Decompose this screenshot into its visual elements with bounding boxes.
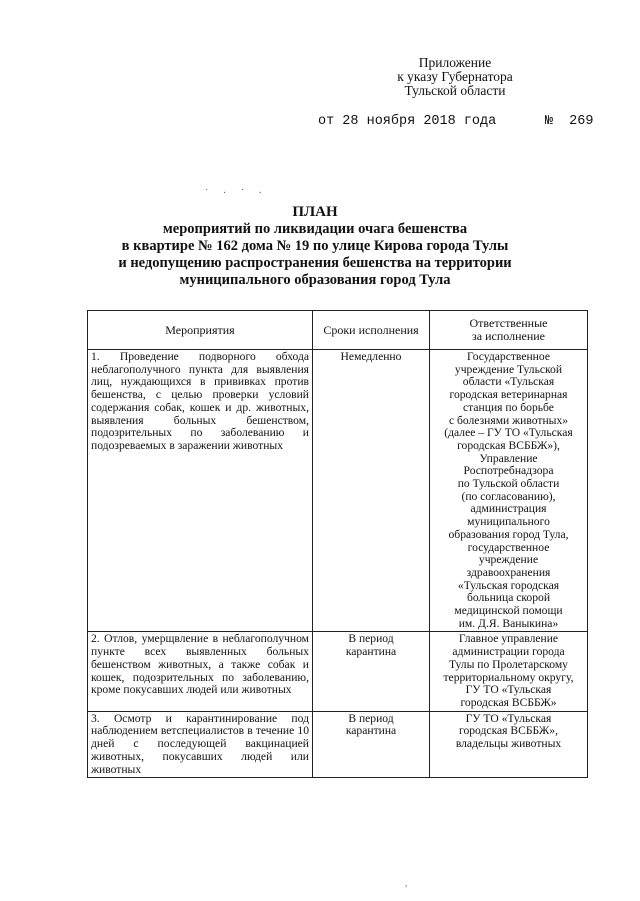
scan-mark: ,	[405, 878, 408, 888]
responsible-line: больница скорой	[466, 591, 551, 605]
responsible-line: образования город Тула,	[448, 527, 569, 541]
plan-table	[87, 310, 588, 778]
responsible-line: Тулы по Пролетарскому	[449, 657, 568, 671]
plan-subtitle-line: мероприятий по ликвидации очага бешенства	[162, 221, 468, 237]
responsible-line: Главное управление	[458, 632, 559, 646]
table-row	[88, 350, 588, 632]
appendix-line: к указу Губернатора	[397, 69, 513, 84]
responsible-line: ГУ ТО «Тульская	[465, 711, 552, 725]
table-header-row	[88, 311, 588, 350]
order-date-number: от 28 ноября 2018 года № 269	[318, 114, 594, 129]
plan-subtitle-line: и недопущению распространения бешенства на территории	[118, 255, 512, 271]
responsible-line: здравоохранения	[466, 565, 551, 579]
deadline-cell: Немедленно	[313, 350, 430, 632]
deadline-cell: В период карантина	[313, 632, 430, 711]
plan-subtitle-line: муниципального образования город Тула	[179, 272, 451, 288]
header-activities: Мероприятия	[88, 311, 313, 350]
header-deadlines: Сроки исполнения	[313, 311, 430, 350]
plan-heading: ПЛАН	[292, 204, 338, 220]
responsible-line: (по согласованию),	[461, 489, 556, 503]
responsible-line: городская ветеринарная	[449, 388, 568, 402]
appendix-line: Приложение	[418, 55, 492, 70]
responsible-line: «Тульская городская	[457, 578, 560, 592]
header-responsible: Ответственные за исполнение	[430, 311, 588, 350]
deadline-cell: В период карантина	[313, 711, 430, 778]
responsible-line: им. Д.Я. Ваныкина»	[458, 616, 559, 630]
responsible-line: муниципального	[467, 515, 550, 529]
responsible-line: территориальному округу,	[443, 670, 574, 684]
responsible-line: медицинской помощи	[454, 604, 563, 618]
responsible-line: ГУ ТО «Тульская	[465, 683, 552, 697]
activity-cell: 3. Осмотр и карантинирование под наблюдением ветспециалистов в течение 10 дней с последующей вакцинацией животных, покусавших людей или животных	[88, 711, 313, 778]
responsible-cell	[430, 711, 588, 778]
responsible-line: городская ВСББЖ»	[460, 695, 557, 709]
responsible-line: с болезнями животных»	[448, 413, 569, 427]
scan-specks: ˙ · ˙ ·	[205, 188, 268, 199]
table-row	[88, 711, 588, 778]
responsible-line: (далее – ГУ ТО «Тульская	[444, 426, 573, 440]
responsible-line: области «Тульская	[462, 375, 555, 389]
responsible-line: государственное	[467, 540, 550, 554]
responsible-line: Роспотребнадзора	[463, 464, 554, 478]
responsible-line: Управление	[479, 451, 538, 465]
responsible-line: администрация	[470, 502, 547, 516]
responsible-cell	[430, 350, 588, 632]
responsible-line: по Тульской области	[457, 477, 560, 491]
responsible-cell	[430, 632, 588, 711]
plan-subtitle-line: в квартире № 162 дома № 19 по улице Кирова города Тулы	[121, 238, 509, 254]
responsible-line: Государственное	[467, 350, 550, 363]
table-row	[88, 632, 588, 711]
activity-cell: 2. Отлов, умерщвление в неблагополучном пункте всех выявленных больных бешенством животных, а также собак и кошек, подозрительных по заболеванию, кроме покусавших людей или животных	[88, 632, 313, 711]
activity-cell: 1. Проведение подворного обхода неблагополучного пункта для выявления лиц, нуждающихся в прививках против бешенства, с целью проверки условий содержания собак, кошек и др. животных, выявления больных бешенством, подозрительных по заболеванию и подозреваемых в заражении животных	[88, 350, 313, 632]
responsible-line: администрации города	[452, 645, 565, 659]
appendix-line: Тульской области	[404, 83, 506, 98]
responsible-line: владельцы животных	[455, 737, 562, 751]
responsible-line: городская ВСББЖ»),	[457, 438, 560, 452]
plan-title	[80, 204, 550, 289]
appendix-block	[360, 56, 550, 98]
responsible-line: учреждение Тульской	[454, 362, 563, 376]
responsible-line: учреждение	[478, 553, 539, 567]
responsible-line: городская ВСББЖ»,	[459, 724, 558, 738]
responsible-line: станция по борьбе	[463, 400, 554, 414]
